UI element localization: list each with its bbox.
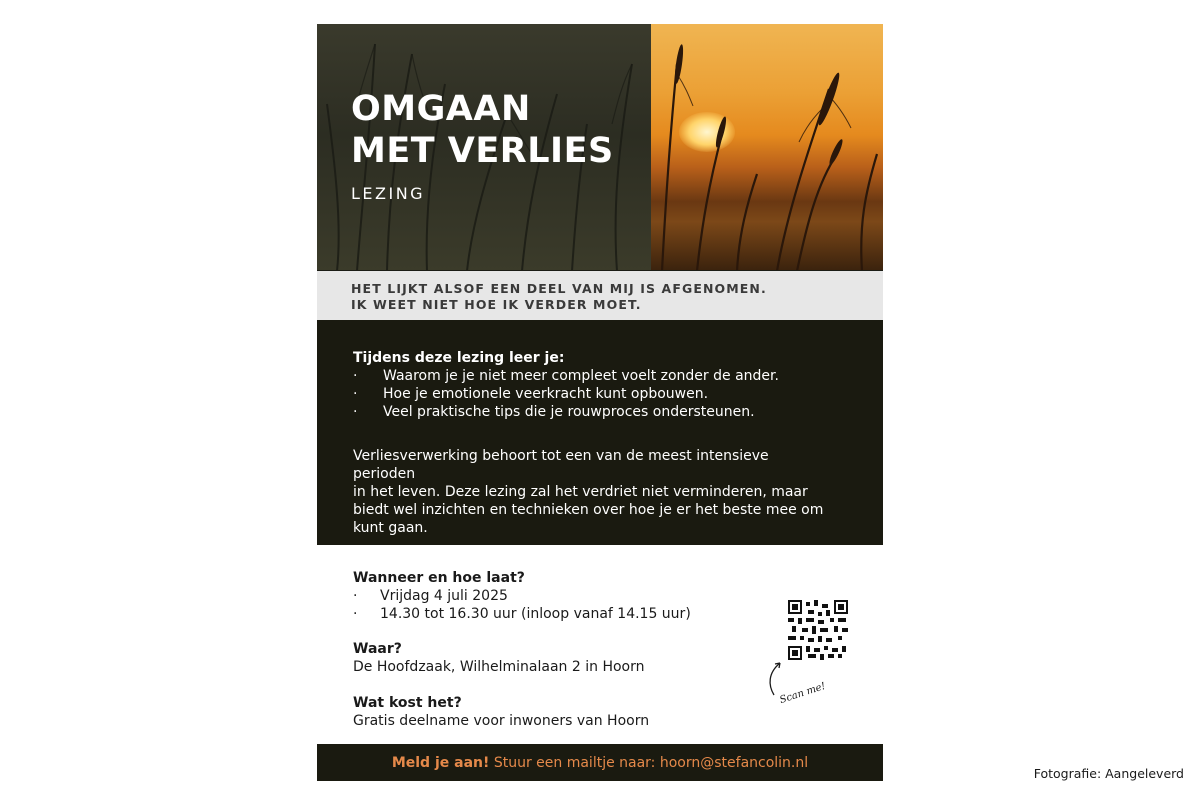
list-item-text: Veel praktische tips die je rouwproces ondersteunen. xyxy=(383,404,755,420)
paragraph-line: in het leven. Deze lezing zal het verdriet niet verminderen, maar xyxy=(353,484,808,500)
signup-cta: Meld je aan! xyxy=(391,754,490,771)
quote-strip xyxy=(317,271,883,320)
paragraph-line: kunt gaan. xyxy=(353,520,428,536)
where-heading: Waar? xyxy=(353,641,402,657)
signup-footer xyxy=(317,744,883,781)
qr-code[interactable] xyxy=(788,600,848,660)
scan-me-caption: Scan me! xyxy=(778,680,827,707)
photo-credit: Fotografie: Aangeleverd xyxy=(1033,766,1184,781)
bullet-dot: · xyxy=(353,386,358,402)
intro-paragraph xyxy=(353,447,833,537)
when-heading: Wanneer en hoe laat? xyxy=(353,570,525,586)
cost-heading: Wat kost het? xyxy=(353,695,462,711)
event-info xyxy=(317,545,883,744)
hero-banner xyxy=(317,24,883,271)
event-poster xyxy=(317,24,883,781)
paragraph-line: Verliesverwerking behoort tot een van de meest intensieve perioden xyxy=(353,448,769,482)
title-line-2: MET VERLIES xyxy=(351,131,614,171)
learning-section xyxy=(317,320,883,545)
bullet-dot: · xyxy=(353,404,358,420)
quote-line-1: HET LIJKT ALSOF EEN DEEL VAN MIJ IS AFGENOMEN. xyxy=(351,281,767,296)
event-cost: Gratis deelname voor inwoners van Hoorn xyxy=(353,713,650,729)
list-item-text: Waarom je je niet meer compleet voelt zonder de ander. xyxy=(383,368,779,384)
signup-email-text[interactable]: Stuur een mailtje naar: hoorn@stefancolin.nl xyxy=(493,754,809,771)
bullet-dot: · xyxy=(353,588,358,604)
bullet-dot: · xyxy=(353,368,358,384)
title-line-1: OMGAAN xyxy=(351,89,531,129)
list-item-text: Hoe je emotionele veerkracht kunt opbouwen. xyxy=(383,386,709,402)
learning-heading: Tijdens deze lezing leer je: xyxy=(353,350,565,366)
bullet-dot: · xyxy=(353,606,358,622)
event-time: 14.30 tot 16.30 uur (inloop vanaf 14.15 uur) xyxy=(380,606,691,622)
event-location: De Hoofdzaak, Wilhelminalaan 2 in Hoorn xyxy=(353,659,645,675)
paragraph-line: biedt wel inzichten en technieken over hoe je er het beste mee om xyxy=(353,502,824,518)
poster-subtitle: LEZING xyxy=(351,184,426,203)
poster-title xyxy=(351,88,614,172)
event-date: Vrijdag 4 juli 2025 xyxy=(380,588,508,604)
quote-line-2: IK WEET NIET HOE IK VERDER MOET. xyxy=(351,297,642,312)
